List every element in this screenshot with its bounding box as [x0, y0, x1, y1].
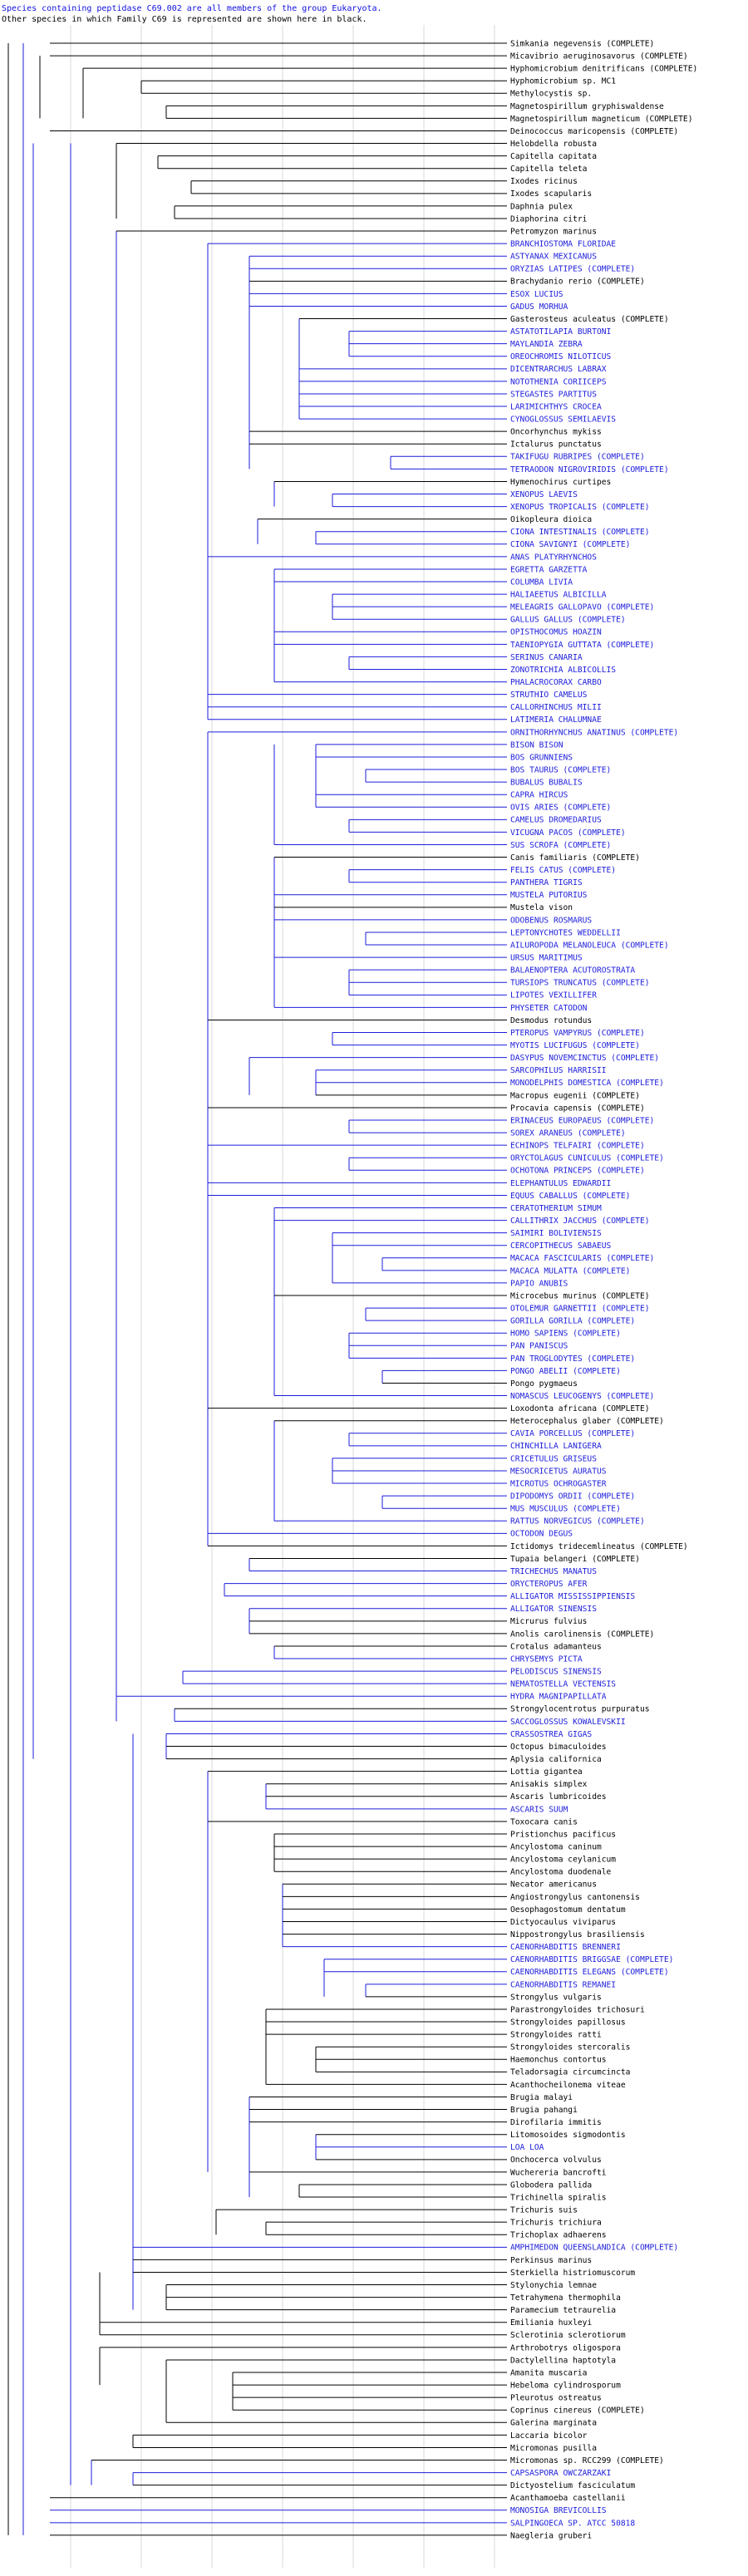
species-label: LARIMICHTHYS CROCEA: [510, 402, 602, 412]
species-label: Diaphorina citri: [510, 214, 588, 224]
species-label: Daphnia pulex: [510, 202, 573, 212]
species-label: Procavia capensis (COMPLETE): [510, 1104, 645, 1113]
species-label: Canis familiaris (COMPLETE): [510, 853, 640, 863]
species-label: VICUGNA PACOS (COMPLETE): [510, 828, 626, 838]
species-label: Nippostrongylus brasiliensis: [510, 1930, 645, 1939]
species-label: Hyphomicrobium denitrificans (COMPLETE): [510, 64, 698, 74]
species-label: Trichuris suis: [510, 2205, 578, 2215]
species-label: Strongyloides ratti: [510, 2030, 602, 2040]
species-label: Globodera pallida: [510, 2180, 593, 2190]
species-label: MONOSIGA BREVICOLLIS: [510, 2506, 607, 2516]
species-label: PHYSETER CATODON: [510, 1003, 588, 1013]
species-label: CRICETULUS GRISEUS: [510, 1454, 597, 1464]
species-label: Capitella teleta: [510, 165, 588, 175]
species-label: Ictidomys tridecemlineatus (COMPLETE): [510, 1541, 688, 1551]
species-label: PAN PANISCUS: [510, 1341, 568, 1351]
species-label: ORYCTOLAGUS CUNICULUS (COMPLETE): [510, 1153, 664, 1163]
legend-other-note: Other species in which Family C69 is represented are shown here in black.: [2, 15, 367, 24]
species-label: Heterocephalus glaber (COMPLETE): [510, 1417, 664, 1427]
species-label: Angiostrongylus cantonensis: [510, 1892, 640, 1902]
species-label: CAPSASPORA OWCZARZAKI: [510, 2468, 612, 2478]
species-label: SALPINGOECA SP. ATCC 50818: [510, 2519, 636, 2529]
species-label: ODOBENUS ROSMARUS: [510, 916, 593, 926]
species-label: Acanthamoeba castellanii: [510, 2494, 626, 2504]
species-label: SUS SCROFA (COMPLETE): [510, 840, 612, 850]
species-label: Strongyloides papillosus: [510, 2018, 626, 2028]
species-label: Dactylellina haptotyla: [510, 2356, 617, 2366]
species-label: ESOX LUCIUS: [510, 289, 563, 299]
species-label: Microcebus murinus (COMPLETE): [510, 1291, 650, 1301]
species-label: OVIS ARIES (COMPLETE): [510, 803, 612, 813]
species-label: NEMATOSTELLA VECTENSIS: [510, 1679, 617, 1689]
species-label: SERINUS CANARIA: [510, 652, 583, 662]
species-label: SARCOPHILUS HARRISII: [510, 1066, 607, 1076]
species-label: Tetrahymena thermophila: [510, 2293, 621, 2303]
species-label: PELODISCUS SINENSIS: [510, 1667, 602, 1677]
species-labels: [510, 39, 697, 2540]
species-label: ASTATOTILAPIA BURTONI: [510, 327, 612, 337]
species-label: Brugia pahangi: [510, 2105, 578, 2115]
species-label: STEGASTES PARTITUS: [510, 390, 597, 400]
species-label: Perkinsus marinus: [510, 2255, 593, 2265]
species-label: Hyphomicrobium sp. MC1: [510, 76, 617, 86]
species-label: COLUMBA LIVIA: [510, 578, 573, 587]
species-label: Pongo pygmaeus: [510, 1379, 578, 1389]
species-label: Ixodes scapularis: [510, 189, 593, 199]
species-label: BOS GRUNNIENS: [510, 753, 573, 763]
species-label: Hymenochirus curtipes: [510, 477, 612, 487]
species-label: MESOCRICETUS AURATUS: [510, 1467, 607, 1477]
species-label: NOMASCUS LEUCOGENYS (COMPLETE): [510, 1391, 655, 1401]
species-label: Macropus eugenii (COMPLETE): [510, 1091, 640, 1101]
species-label: BALAENOPTERA ACUTOROSTRATA: [510, 966, 636, 976]
species-label: CIONA INTESTINALIS (COMPLETE): [510, 528, 650, 538]
species-label: LOA LOA: [510, 2143, 544, 2153]
species-label: Helobdella robusta: [510, 139, 597, 149]
species-label: Galerina marginata: [510, 2418, 597, 2428]
species-label: ORYCTEROPUS AFER: [510, 1580, 588, 1590]
species-label: Pleurotus ostreatus: [510, 2393, 602, 2403]
species-label: XENOPUS TROPICALIS (COMPLETE): [510, 502, 650, 512]
species-label: TETRAODON NIGROVIRIDIS (COMPLETE): [510, 465, 669, 474]
species-label: Simkania negevensis (COMPLETE): [510, 39, 655, 49]
species-label: Trichuris trichiura: [510, 2218, 602, 2228]
species-label: ASCARIS SUUM: [510, 1805, 568, 1815]
species-label: PONGO ABELII (COMPLETE): [510, 1366, 621, 1376]
species-label: CAENORHABDITIS BRENNERI: [510, 1943, 621, 1953]
species-label: Oikopleura dioica: [510, 515, 593, 525]
species-label: PANTHERA TIGRIS: [510, 878, 583, 888]
species-label: ORNITHORHYNCHUS ANATINUS (COMPLETE): [510, 728, 679, 738]
species-label: ANAS PLATYRHYNCHOS: [510, 553, 597, 563]
species-label: Brachydanio rerio (COMPLETE): [510, 277, 645, 287]
species-label: Magnetospirillum magneticum (COMPLETE): [510, 114, 693, 124]
species-label: TAKIFUGU RUBRIPES (COMPLETE): [510, 452, 645, 462]
species-label: Arthrobotrys oligospora: [510, 2343, 621, 2353]
species-label: CHINCHILLA LANIGERA: [510, 1442, 602, 1452]
species-label: DICENTRARCHUS LABRAX: [510, 365, 607, 375]
species-label: Micavibrio aeruginosavorus (COMPLETE): [510, 52, 688, 61]
species-label: BOS TAURUS (COMPLETE): [510, 765, 612, 775]
species-label: Toxocara canis: [510, 1817, 578, 1827]
species-label: SACCOGLOSSUS KOWALEVSKII: [510, 1717, 626, 1727]
species-label: MONODELPHIS DOMESTICA (COMPLETE): [510, 1079, 664, 1089]
species-label: RATTUS NORVEGICUS (COMPLETE): [510, 1517, 645, 1526]
species-label: CAENORHABDITIS REMANEI: [510, 1980, 617, 1990]
species-label: Octopus bimaculoides: [510, 1742, 607, 1752]
species-label: CALLORHINCHUS MILII: [510, 703, 602, 713]
species-label: Dictyocaulus viviparus: [510, 1917, 617, 1927]
species-label: NOTOTHENIA CORIICEPS: [510, 377, 607, 387]
species-label: Anolis carolinensis (COMPLETE): [510, 1630, 655, 1639]
species-label: Gasterosteus aculeatus (COMPLETE): [510, 314, 669, 324]
species-label: MUS MUSCULUS (COMPLETE): [510, 1504, 621, 1514]
species-label: MYOTIS LUCIFUGUS (COMPLETE): [510, 1041, 640, 1050]
species-label: Onchocerca volvulus: [510, 2156, 602, 2166]
species-label: CAPRA HIRCUS: [510, 790, 568, 800]
species-label: CRASSOSTREA GIGAS: [510, 1729, 593, 1739]
species-label: Deinococcus maricopensis (COMPLETE): [510, 126, 679, 136]
species-label: Hebeloma cylindrosporum: [510, 2381, 621, 2391]
species-label: Desmodus rotundus: [510, 1015, 593, 1025]
species-label: Strongyloides stercoralis: [510, 2043, 631, 2052]
species-label: OCTODON DEGUS: [510, 1529, 573, 1539]
species-label: Petromyzon marinus: [510, 227, 597, 237]
species-label: Teladorsagia circumcincta: [510, 2067, 631, 2077]
species-label: Dictyostelium fasciculatum: [510, 2481, 636, 2491]
species-label: OREOCHROMIS NILOTICUS: [510, 352, 612, 362]
species-label: BRANCHIOSTOMA FLORIDAE: [510, 239, 617, 249]
species-label: PTEROPUS VAMPYRUS (COMPLETE): [510, 1028, 645, 1038]
species-label: SAIMIRI BOLIVIENSIS: [510, 1229, 602, 1239]
species-label: Parastrongyloides trichosuri: [510, 2005, 645, 2015]
species-label: GALLUS GALLUS (COMPLETE): [510, 615, 626, 625]
species-label: Acanthocheilonema viteae: [510, 2080, 626, 2090]
species-label: MELEAGRIS GALLOPAVO (COMPLETE): [510, 602, 655, 612]
species-label: HOMO SAPIENS (COMPLETE): [510, 1329, 621, 1339]
species-label: Crotalus adamanteus: [510, 1642, 602, 1652]
species-label: MACACA MULATTA (COMPLETE): [510, 1266, 631, 1276]
species-label: STRUTHIO CAMELUS: [510, 691, 588, 701]
species-label: GORILLA GORILLA (COMPLETE): [510, 1316, 636, 1326]
species-label: CERATOTHERIUM SIMUM: [510, 1203, 602, 1213]
species-label: Sclerotinia sclerotiorum: [510, 2331, 626, 2341]
species-label: Ancylostoma duodenale: [510, 1867, 612, 1877]
species-label: PHALACROCORAX CARBO: [510, 677, 602, 687]
species-label: EGRETTA GARZETTA: [510, 565, 588, 575]
species-label: Magnetospirillum gryphiswaldense: [510, 101, 664, 111]
species-label: LIPOTES VEXILLIFER: [510, 991, 597, 1000]
species-label: Anisakis simplex: [510, 1780, 588, 1790]
species-label: Stylonychia lemnae: [510, 2280, 597, 2290]
species-label: Oncorhynchus mykiss: [510, 427, 602, 437]
species-label: CHRYSEMYS PICTA: [510, 1654, 583, 1664]
species-label: Mustela vison: [510, 903, 573, 913]
species-label: BISON BISON: [510, 740, 563, 750]
species-label: SOREX ARANEUS (COMPLETE): [510, 1128, 626, 1138]
species-label: CAENORHABDITIS BRIGGSAE (COMPLETE): [510, 1955, 674, 1965]
species-label: Pristionchus pacificus: [510, 1830, 617, 1840]
legend-highlight-note: Species containing peptidase C69.002 are all members of the group Eukaryota.: [2, 4, 382, 13]
species-label: Brugia malayi: [510, 2092, 573, 2102]
species-label: Coprinus cinereus (COMPLETE): [510, 2406, 645, 2416]
species-label: Laccaria bicolor: [510, 2431, 588, 2441]
species-label: GADUS MORHUA: [510, 302, 568, 312]
species-label: PAN TROGLODYTES (COMPLETE): [510, 1354, 636, 1364]
species-label: ECHINOPS TELFAIRI (COMPLETE): [510, 1141, 645, 1151]
species-label: Micromonas pusilla: [510, 2443, 597, 2453]
species-label: Micrurus fulvius: [510, 1617, 588, 1627]
species-label: FELIS CATUS (COMPLETE): [510, 866, 617, 876]
species-label: ZONOTRICHIA ALBICOLLIS: [510, 665, 617, 675]
species-label: MICROTUS OCHROGASTER: [510, 1479, 607, 1489]
species-label: ALLIGATOR MISSISSIPPIENSIS: [510, 1592, 636, 1602]
species-label: Ascaris lumbricoides: [510, 1792, 607, 1802]
species-label: Strongylus vulgaris: [510, 1993, 602, 2003]
species-label: Sterkiella histriomuscorum: [510, 2268, 636, 2278]
species-label: MAYLANDIA ZEBRA: [510, 340, 583, 350]
species-label: Aplysia californica: [510, 1754, 602, 1764]
species-label: CALLITHRIX JACCHUS (COMPLETE): [510, 1216, 650, 1226]
species-label: Ixodes ricinus: [510, 177, 578, 187]
species-label: Necator americanus: [510, 1880, 597, 1890]
species-label: Trichinella spiralis: [510, 2193, 607, 2203]
tree-branches: [8, 43, 507, 2535]
species-label: Emiliania huxleyi: [510, 2318, 593, 2328]
species-label: Strongylocentrotus purpuratus: [510, 1704, 650, 1714]
species-label: MACACA FASCICULARIS (COMPLETE): [510, 1254, 655, 1264]
species-label: Loxodonta africana (COMPLETE): [510, 1404, 650, 1414]
species-label: Oesophagostomum dentatum: [510, 1905, 626, 1915]
species-label: Wuchereria bancrofti: [510, 2168, 607, 2178]
species-label: HYDRA MAGNIPAPILLATA: [510, 1692, 607, 1702]
species-label: Ancylostoma caninum: [510, 1842, 602, 1852]
species-label: CIONA SAVIGNYI (COMPLETE): [510, 540, 631, 550]
species-label: Lottia gigantea: [510, 1767, 583, 1777]
species-label: EQUUS CABALLUS (COMPLETE): [510, 1191, 631, 1201]
species-label: CAVIA PORCELLUS (COMPLETE): [510, 1429, 636, 1439]
species-label: CAMELUS DROMEDARIUS: [510, 815, 602, 825]
species-label: HALIAEETUS ALBICILLA: [510, 590, 607, 600]
species-label: CERCOPITHECUS SABAEUS: [510, 1241, 612, 1251]
species-label: TRICHECHUS MANATUS: [510, 1566, 597, 1576]
species-label: LEPTONYCHOTES WEDDELLII: [510, 928, 621, 938]
species-label: PAPIO ANUBIS: [510, 1279, 568, 1289]
species-label: URSUS MARITIMUS: [510, 953, 583, 963]
species-label: ALLIGATOR SINENSIS: [510, 1605, 597, 1615]
species-label: CYNOGLOSSUS SEMILAEVIS: [510, 415, 617, 425]
species-label: OCHOTONA PRINCEPS (COMPLETE): [510, 1166, 645, 1176]
species-label: ERINACEUS EUROPAEUS (COMPLETE): [510, 1116, 655, 1126]
species-label: Trichoplax adhaerens: [510, 2230, 607, 2240]
species-label: OTOLEMUR GARNETTII (COMPLETE): [510, 1304, 650, 1314]
species-label: ELEPHANTULUS EDWARDII: [510, 1178, 612, 1188]
species-label: BUBALUS BUBALIS: [510, 778, 583, 788]
species-label: MUSTELA PUTORIUS: [510, 891, 588, 901]
species-label: TURSIOPS TRUNCATUS (COMPLETE): [510, 978, 650, 988]
species-label: CAENORHABDITIS ELEGANS (COMPLETE): [510, 1968, 669, 1978]
species-label: TAENIOPYGIA GUTTATA (COMPLETE): [510, 640, 655, 650]
species-label: Dirofilaria immitis: [510, 2118, 602, 2128]
species-label: DASYPUS NOVEMCINCTUS (COMPLETE): [510, 1054, 660, 1064]
species-label: LATIMERIA CHALUMNAE: [510, 715, 602, 725]
species-label: ASTYANAX MEXICANUS: [510, 252, 597, 262]
species-label: Ictalurus punctatus: [510, 440, 602, 450]
species-label: Ancylostoma ceylanicum: [510, 1855, 617, 1865]
species-label: DIPODOMYS ORDII (COMPLETE): [510, 1492, 636, 1502]
species-label: Litomosoides sigmodontis: [510, 2131, 626, 2141]
species-label: Capitella capitata: [510, 152, 597, 162]
species-label: Paramecium tetraurelia: [510, 2306, 617, 2316]
species-label: AMPHIMEDON QUEENSLANDICA (COMPLETE): [510, 2243, 679, 2253]
species-label: Micromonas sp. RCC299 (COMPLETE): [510, 2456, 664, 2465]
species-label: ORYZIAS LATIPES (COMPLETE): [510, 264, 636, 274]
species-label: Amanita muscaria: [510, 2368, 588, 2378]
species-label: Naegleria gruberi: [510, 2531, 593, 2541]
species-label: AILUROPODA MELANOLEUCA (COMPLETE): [510, 941, 669, 951]
species-label: Tupaia belangeri (COMPLETE): [510, 1554, 640, 1564]
species-label: Methylocystis sp.: [510, 89, 593, 99]
species-label: XENOPUS LAEVIS: [510, 489, 578, 499]
species-label: Haemonchus contortus: [510, 2055, 607, 2065]
species-label: OPISTHOCOMUS HOAZIN: [510, 627, 602, 637]
